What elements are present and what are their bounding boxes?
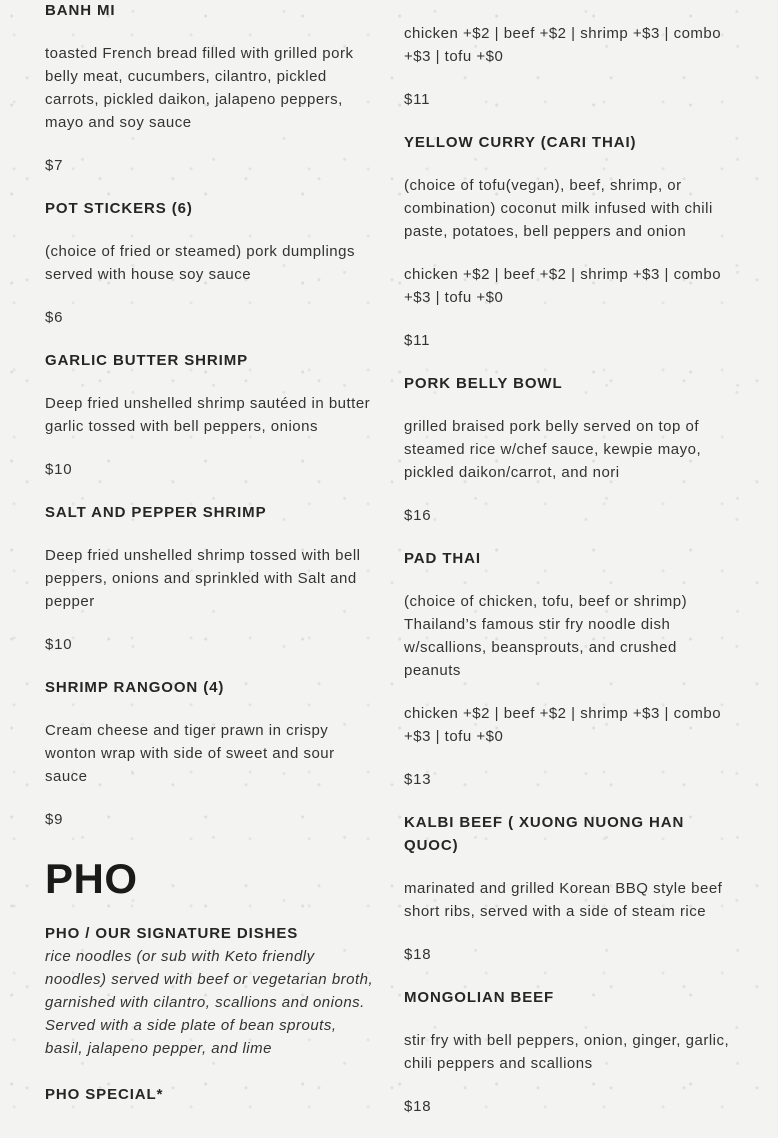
menu-item-description: stir fry with bell peppers, onion, ginger, garlic, chili peppers and scallions — [404, 1032, 730, 1072]
menu-item-price: $16 — [404, 507, 432, 524]
menu-item-description: Deep fried unshelled shrimp tossed with bell peppers, onions and sprinkled with Salt and pepper — [45, 547, 361, 610]
menu-item-shrimp-rangoon — [45, 676, 377, 831]
menu-item-title: PAD THAI — [404, 550, 481, 567]
section-heading-pho: PHO — [45, 855, 138, 902]
menu-item-description: (choice of fried or steamed) pork dumplings served with house soy sauce — [45, 243, 355, 283]
menu-item-description: toasted French bread filled with grilled pork belly meat, cucumbers, cilantro, pickled carrots, pickled daikon, jalapeno peppers, mayo and soy sauce — [45, 45, 354, 131]
menu-item-yellow-curry — [404, 131, 738, 352]
menu-item-title: PORK BELLY BOWL — [404, 375, 563, 392]
signature-dishes-title: PHO / OUR SIGNATURE DISHES — [45, 925, 299, 942]
menu-item-options: chicken +$2 | beef +$2 | shrimp +$3 | combo +$3 | tofu +$0 — [404, 705, 722, 745]
menu-item-title: SALT AND PEPPER SHRIMP — [45, 504, 267, 521]
menu-item-description: Cream cheese and tiger prawn in crispy wonton wrap with side of sweet and sour sauce — [45, 722, 335, 785]
menu-item-price: $10 — [45, 636, 73, 653]
menu-item-price: $13 — [404, 771, 432, 788]
menu-item-continued — [404, 22, 738, 111]
menu-item-price: $9 — [45, 811, 64, 828]
menu-left-column — [45, 0, 377, 1126]
menu-item-banh-mi — [45, 0, 377, 177]
menu-item-pot-stickers — [45, 197, 377, 329]
menu-item-title: GARLIC BUTTER SHRIMP — [45, 352, 248, 369]
menu-item-price: $11 — [404, 332, 431, 349]
menu-right-column — [404, 0, 738, 1138]
cut-off-description — [404, 0, 738, 2]
menu-item-description: (choice of chicken, tofu, beef or shrimp) Thailand’s famous stir fry noodle dish w/scallions, beansprouts, and crushed peanuts — [404, 593, 688, 679]
menu-item-title: BANH MI — [45, 2, 116, 19]
menu-item-title: YELLOW CURRY (CARI THAI) — [404, 134, 637, 151]
menu-item-title: MONGOLIAN BEEF — [404, 989, 555, 1006]
signature-dishes-description: rice noodles (or sub with Keto friendly noodles) served with beef or vegetarian broth, garnished with cilantro, scallions and onions. Served with a side plate of bean sprouts, basil, jalapeno pepper, and lime — [45, 948, 374, 1057]
menu-item-price: $18 — [404, 946, 432, 963]
menu-item-title: POT STICKERS (6) — [45, 200, 193, 217]
menu-item-title: KALBI BEEF ( XUONG NUONG HAN QUOC) — [404, 814, 685, 854]
menu-item-price: $10 — [45, 461, 73, 478]
menu-item-pad-thai — [404, 547, 738, 791]
menu-item-price: $18 — [404, 1098, 432, 1115]
menu-item-options: chicken +$2 | beef +$2 | shrimp +$3 | combo +$3 | tofu +$0 — [404, 25, 722, 65]
menu-item-price: $7 — [45, 157, 64, 174]
menu-item-description: marinated and grilled Korean BBQ style beef short ribs, served with a side of steam rice — [404, 880, 723, 920]
menu-item-price: $6 — [45, 309, 64, 326]
menu-item-description: grilled braised pork belly served on top of steamed rice w/chef sauce, kewpie mayo, pickled daikon/carrot, and nori — [404, 418, 702, 481]
menu-item-salt-pepper-shrimp — [45, 501, 377, 656]
menu-item-pork-belly-bowl — [404, 372, 738, 527]
pho-section — [45, 851, 377, 1106]
menu-item-price: $11 — [404, 91, 431, 108]
menu-item-options: chicken +$2 | beef +$2 | shrimp +$3 | combo +$3 | tofu +$0 — [404, 266, 722, 306]
menu-item-title: SHRIMP RANGOON (4) — [45, 679, 225, 696]
menu-item-description: (choice of tofu(vegan), beef, shrimp, or combination) coconut milk infused with chili paste, potatoes, bell peppers and onion — [404, 177, 713, 240]
menu-item-description: Deep fried unshelled shrimp sautéed in butter garlic tossed with bell peppers, onions — [45, 395, 371, 435]
menu-item-garlic-butter-shrimp — [45, 349, 377, 481]
menu-item-mongolian-beef — [404, 986, 738, 1118]
pho-special-title: PHO SPECIAL* — [45, 1086, 164, 1103]
menu-item-kalbi-beef — [404, 811, 738, 966]
